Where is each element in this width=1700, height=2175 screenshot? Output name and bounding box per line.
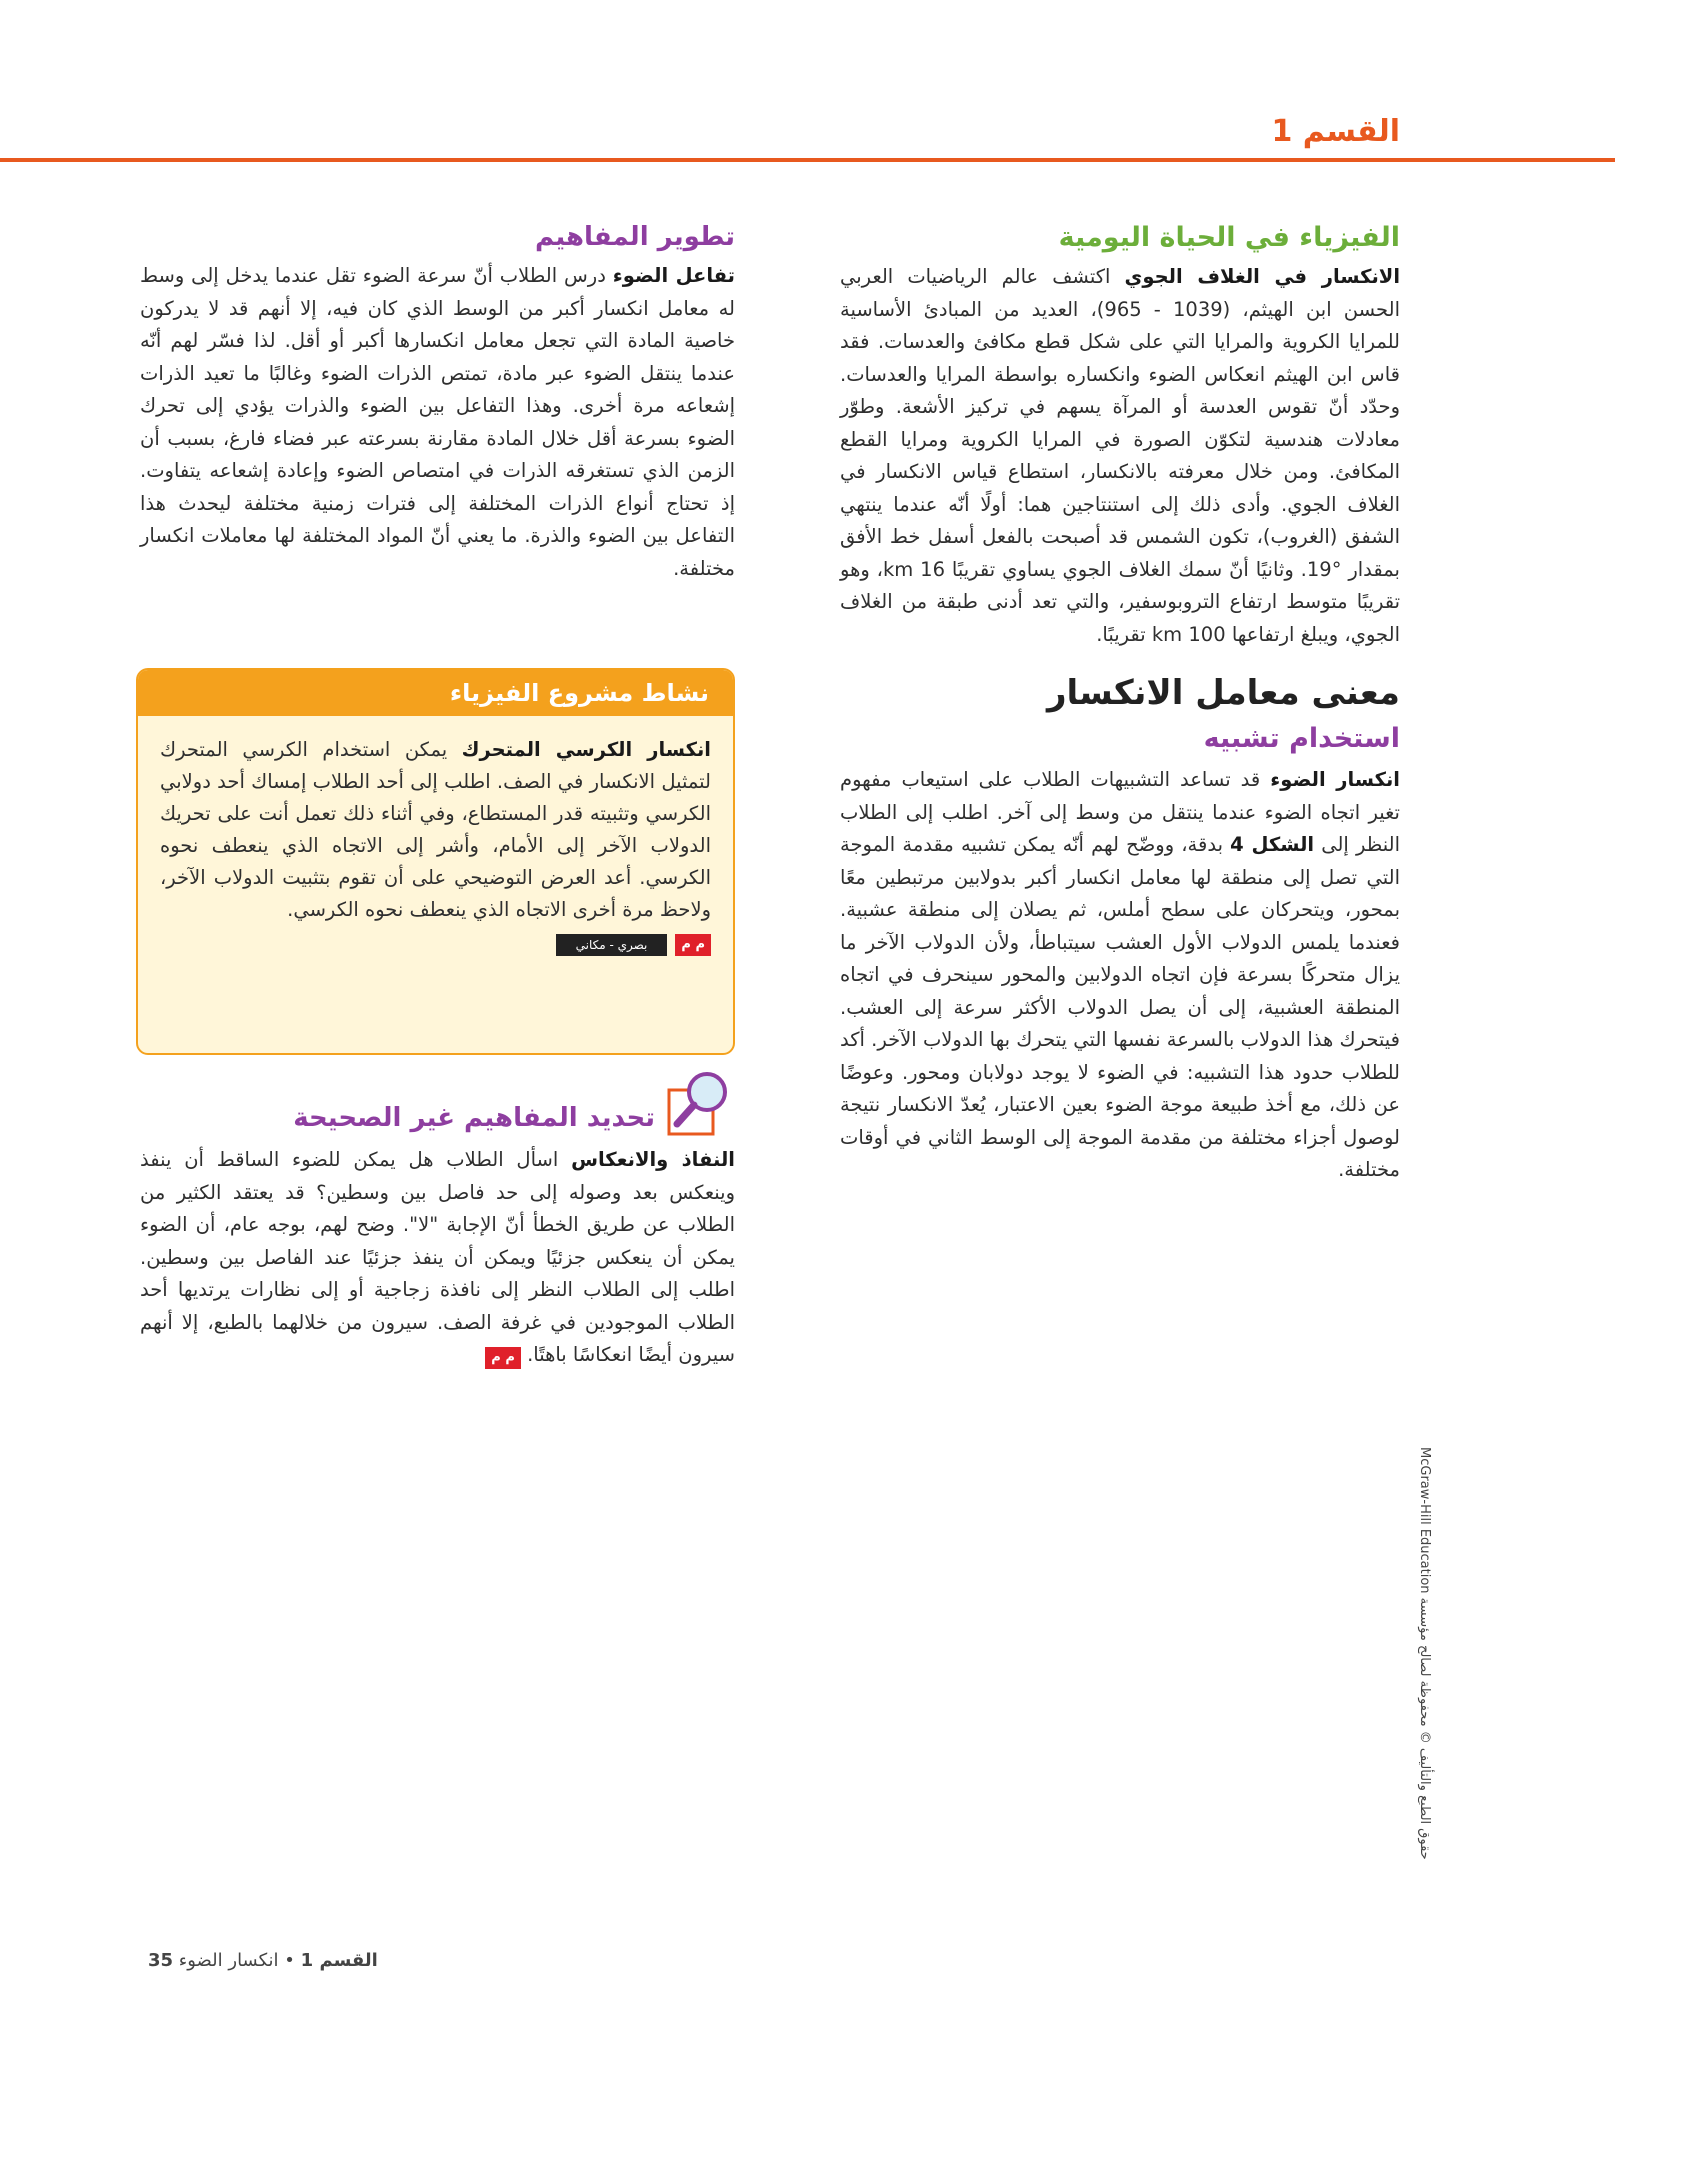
learning-style-badge: بصري - مكاني	[556, 934, 668, 956]
physics-project-header: نشاط مشروع الفيزياء	[138, 670, 733, 716]
index-meaning-text-2: بدقة، ووضّح لهم أنّه يمكن تشبيه مقدمة الموجة التي تصل إلى منطقة لها معامل انكسار أكبر بدولابين مرتبطين معًا بمحور، ويتحركان على سطح أملس، ثم يصلان إلى منطقة عشبية. فعندما يلمس الدولاب الأول العشب سيتباطأ، ولأن الدولاب الآخر ما يزال متحركًا بسرعة فإن اتجاه الدولابين والمحور سينحرف في اتجاه المنطقة العشبية، إلى أن يصل الدولاب الأكثر سرعة إلى العشب. فيتحرك هذا الدولاب بالسرعة نفسها التي يتحرك بها الدولاب الآخر. أكد للطلاب حدود هذا التشبيه: في الضوء لا يوجد دولابان ومحور. وعوضًا عن ذلك، مع أخذ طبيعة موجة الضوء بعين الاعتبار، يُعدّ الانكسار نتيجة لوصول أجزاء مختلفة من مقدمة الموجة إلى الوسط الثاني في أوقات مختلفة.	[840, 833, 1400, 1181]
copyright-credit: حقوق الطبع والتأليف © محفوظة لصالح مؤسسة McGraw-Hill Education	[1417, 1447, 1432, 1860]
footer-bullet: •	[284, 1950, 295, 1971]
physics-project-box	[136, 668, 735, 1055]
index-meaning-lead: انكسار الضوء	[1270, 768, 1400, 791]
header-rule	[0, 158, 1615, 162]
index-meaning-title: معنى معامل الانكسار	[1046, 673, 1400, 713]
misconceptions-text: اسأل الطلاب هل يمكن للضوء الساقط أن ينفذ وينعكس بعد وصوله إلى حد فاصل بين وسطين؟ قد يعتقد الكثير من الطلاب عن طريق الخطأ أنّ الإجابة "لا". وضح لهم، بوجه عام، أن الضوء يمكن أن ينعكس جزئيًا ويمكن أن ينفذ جزئيًا عند الفاصل بين وسطين. اطلب إلى الطلاب النظر إلى نافذة زجاجية أو إلى نظارات يرتديها أحد الطلاب الموجودين في غرفة الصف. سيرون من خلالهما بالطبع، إلا أنهم سيرون أيضًا انعكاسًا باهتًا.	[140, 1148, 735, 1366]
physics-project-text: يمكن استخدام الكرسي المتحرك لتمثيل الانكسار في الصف. اطلب إلى أحد الطلاب إمساك أحد دولابي الكرسي وتثبيته قدر المستطاع، وفي أثناء ذلك تعمل أنت على تحريك الدولاب الآخر إلى الأمام، وأشر إلى الاتجاه الذي ينعطف نحوه الكرسي. أعد العرض التوضيحي على أن تقوم بتثبيت الدولاب الآخر، ولاحظ مرة أخرى الاتجاه الذي ينعطف نحوه الكرسي.	[160, 738, 711, 921]
level-badge: م م	[675, 934, 711, 956]
misconceptions-paragraph	[140, 1144, 735, 1372]
magnifier-icon	[665, 1068, 735, 1138]
figure-reference: الشكل 4	[1230, 833, 1315, 856]
misconceptions-header	[140, 1068, 735, 1138]
concept-dev-text: درس الطلاب أنّ سرعة الضوء تقل عندما يدخل إلى وسط له معامل انكسار أكبر من الوسط الذي كان فيه، إلا أنهم قد لا يدركون خاصية المادة التي تجعل معامل انكسارها أكبر أو أقل. لذا فسّر لهم أنّه عندما ينتقل الضوء عبر مادة، تمتص الذرات الضوء وغالبًا ما تعيد الذرات إشعاعه مرة أخرى. وهذا التفاعل بين الضوء والذرات يؤدي إلى تحرك الضوء بسرعة أقل خلال المادة مقارنة بسرعته عبر فضاء فارغ، بسبب أن الزمن الذي تستغرقه الذرات في امتصاص الضوء وإعادة إشعاعه يتفاوت. إذ تحتاج أنواع الذرات المختلفة إلى فترات زمنية مختلفة ليحدث هذا التفاعل بين الضوء والذرة. ما يعني أنّ المواد المختلفة لها معاملات انكسار مختلفة.	[140, 264, 735, 580]
page-number: 35	[148, 1950, 174, 1971]
daily-physics-title: الفيزياء في الحياة اليومية	[1058, 222, 1400, 253]
page-footer	[130, 1950, 378, 1980]
daily-physics-paragraph	[840, 261, 1400, 651]
concept-dev-title: تطوير المفاهيم	[535, 222, 735, 252]
left-column	[140, 222, 735, 585]
misconceptions-level-badge: م م	[485, 1347, 521, 1369]
physics-project-lead: انكسار الكرسي المتحرك	[461, 738, 711, 761]
misconceptions-lead: النفاذ والانعكاس	[571, 1148, 735, 1171]
footer-chapter: انكسار الضوء	[178, 1950, 279, 1971]
footer-section: القسم 1	[300, 1950, 378, 1971]
daily-physics-lead: الانكسار في الغلاف الجوي	[1124, 265, 1401, 288]
index-meaning-text-1: قد تساعد التشبيهات الطلاب على استيعاب مفهوم تغير اتجاه الضوء عندما ينتقل من وسط إلى آخر. اطلب إلى الطلاب النظر إلى	[840, 768, 1400, 856]
right-column	[840, 222, 1400, 1187]
concept-dev-lead: تفاعل الضوء	[612, 264, 735, 287]
physics-project-tags	[160, 934, 711, 956]
section-label: القسم 1	[1271, 114, 1400, 149]
misconceptions-title: تحديد المفاهيم غير الصحيحة	[293, 1103, 655, 1133]
physics-project-body	[138, 716, 733, 956]
daily-physics-text: اكتشف عالم الرياضيات العربي الحسن ابن الهيثم، (1039 - 965)، العديد من المبادئ الأساسية للمرايا الكروية والمرايا التي على شكل قطع مكافئ والعدسات. فقد قاس ابن الهيثم انعكاس الضوء وانكساره بواسطة المرايا والعدسات. وحدّد أنّ تقوس العدسة أو المرآة يسهم في تركيز الأشعة. وطوّر معادلات هندسية لتكوّن الصورة في المرايا الكروية ومرايا القطع المكافئ. ومن خلال معرفته بالانكسار، استطاع قياس الانكسار في الغلاف الجوي. وأدى ذلك إلى استنتاجين هما: أولًا أنّه عندما ينتهي الشفق (الغروب)، تكون الشمس قد أصبحت بالفعل أسفل خط الأفق بمقدار °19. وثانيًا أنّ سمك الغلاف الجوي يساوي تقريبًا 16 km، وهو تقريبًا متوسط ارتفاع التروبوسفير، والتي تعد أدنى طبقة من الغلاف الجوي، ويبلغ ارتفاعها 100 km تقريبًا.	[840, 265, 1400, 646]
physics-project-paragraph	[160, 734, 711, 926]
concept-dev-paragraph	[140, 260, 735, 585]
index-meaning-paragraph	[840, 764, 1400, 1187]
misconceptions-section	[140, 1068, 735, 1372]
index-meaning-subtitle: استخدام تشبيه	[1203, 723, 1400, 754]
